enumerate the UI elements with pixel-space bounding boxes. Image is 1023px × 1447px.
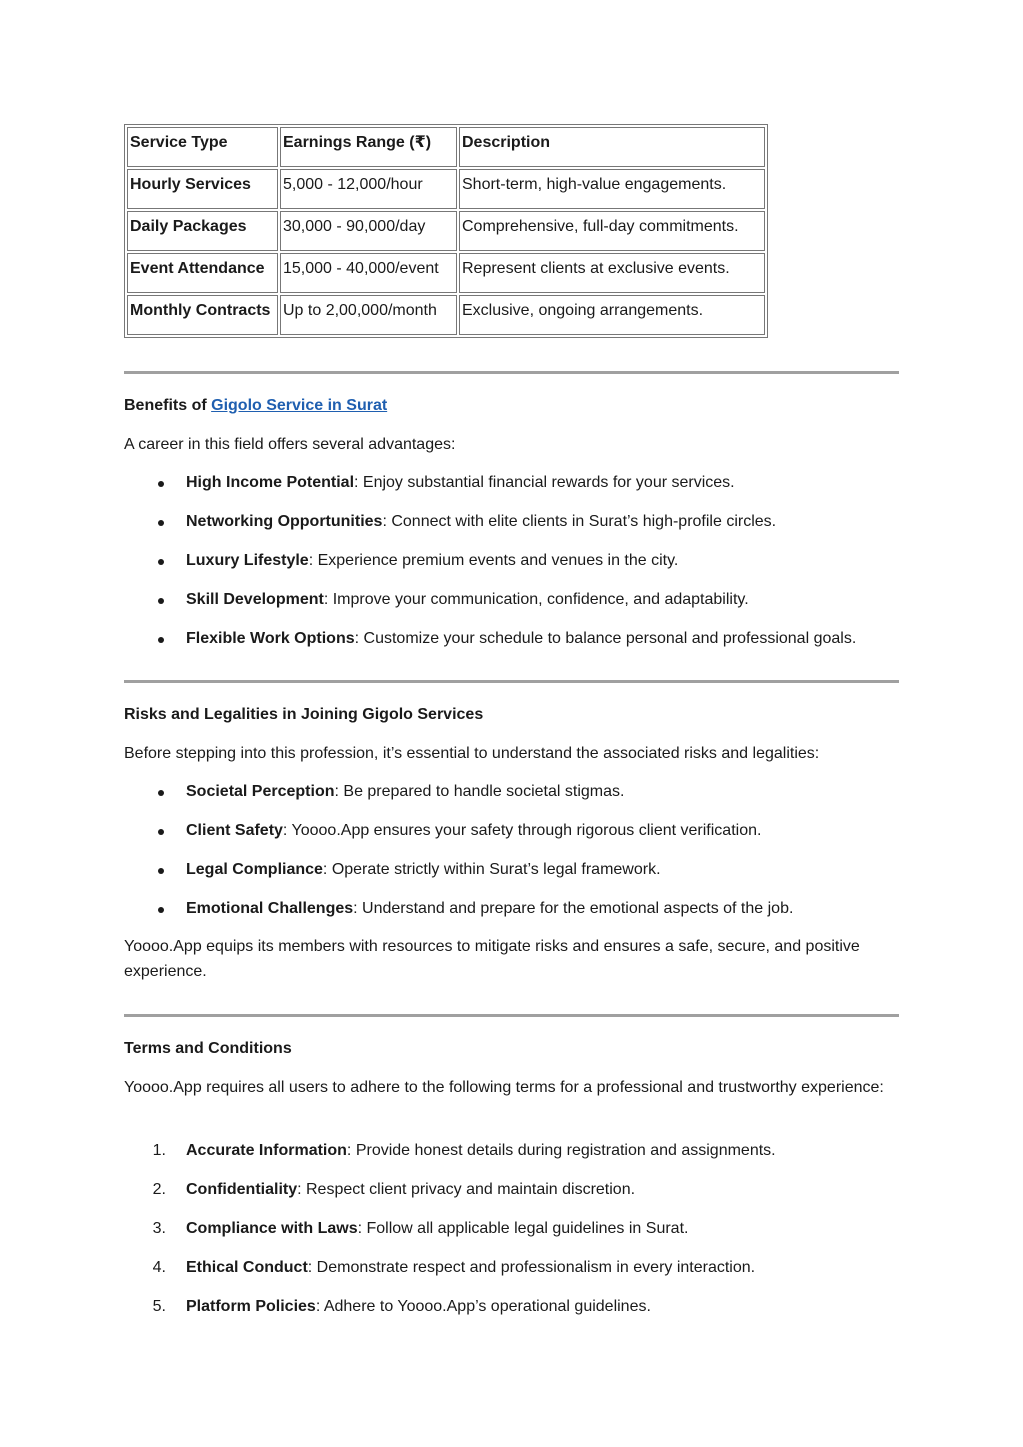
header-cell: Description bbox=[459, 127, 765, 167]
list-number: 5. bbox=[152, 1298, 166, 1315]
table-row bbox=[127, 169, 765, 209]
list-item: Societal Perception: Be prepared to handle societal stigmas. bbox=[186, 783, 625, 800]
list-item: Flexible Work Options: Customize your schedule to balance personal and professional goals. bbox=[186, 630, 857, 647]
list-number: 2. bbox=[152, 1181, 166, 1198]
list-item: Emotional Challenges: Understand and prepare for the emotional aspects of the job. bbox=[186, 900, 794, 917]
earnings-table bbox=[124, 124, 768, 338]
list-item: Legal Compliance: Operate strictly within Surat’s legal framework. bbox=[186, 861, 661, 878]
service-type-cell: Hourly Services bbox=[127, 169, 278, 209]
service-type-cell: Monthly Contracts bbox=[127, 295, 278, 335]
horizontal-rule bbox=[124, 680, 899, 683]
benefits-heading bbox=[124, 395, 387, 417]
list-item: Client Safety: Yoooo.App ensures your safety through rigorous client verification. bbox=[186, 822, 762, 839]
risks-heading: Risks and Legalities in Joining Gigolo Services bbox=[124, 706, 484, 723]
list-item: Skill Development: Improve your communication, confidence, and adaptability. bbox=[186, 591, 749, 608]
list-item: 5. Platform Policies: Adhere to Yoooo.App’s operational guidelines. bbox=[124, 1296, 776, 1335]
list-item: 4. Ethical Conduct: Demonstrate respect and professionalism in every interaction. bbox=[124, 1257, 776, 1296]
terms-intro: Yoooo.App requires all users to adhere to the following terms for a professional and trustworthy experience: bbox=[124, 1079, 884, 1096]
earnings-cell: Up to 2,00,000/month bbox=[280, 295, 457, 335]
benefits-list bbox=[124, 472, 856, 667]
description-cell: Comprehensive, full-day commitments. bbox=[459, 211, 765, 251]
earnings-cell: 5,000 - 12,000/hour bbox=[280, 169, 457, 209]
list-item: Luxury Lifestyle: Experience premium events and venues in the city. bbox=[186, 552, 679, 569]
list-item: High Income Potential: Enjoy substantial financial rewards for your services. bbox=[186, 474, 735, 491]
table-row bbox=[127, 253, 765, 293]
service-type-cell: Event Attendance bbox=[127, 253, 278, 293]
benefits-heading-text: Benefits of bbox=[124, 397, 212, 414]
service-type-cell: Daily Packages bbox=[127, 211, 278, 251]
earnings-cell: 15,000 - 40,000/event bbox=[280, 253, 457, 293]
description-cell: Short-term, high-value engagements. bbox=[459, 169, 765, 209]
risks-intro: Before stepping into this profession, it’s essential to understand the associated risks and legalities: bbox=[124, 745, 820, 762]
description-cell: Represent clients at exclusive events. bbox=[459, 253, 765, 293]
description-cell: Exclusive, ongoing arrangements. bbox=[459, 295, 765, 335]
list-number: 1. bbox=[152, 1142, 166, 1159]
header-cell: Service Type bbox=[127, 127, 278, 167]
gigolo-service-link[interactable]: Gigolo Service in Surat bbox=[211, 397, 388, 414]
list-item: Networking Opportunities: Connect with elite clients in Surat’s high-profile circles. bbox=[186, 513, 777, 530]
list-item: 2. Confidentiality: Respect client privacy and maintain discretion. bbox=[124, 1179, 776, 1218]
table-header-row bbox=[127, 127, 765, 167]
list-number: 4. bbox=[152, 1259, 166, 1276]
list-number: 3. bbox=[152, 1220, 166, 1237]
list-item: 3. Compliance with Laws: Follow all applicable legal guidelines in Surat. bbox=[124, 1218, 776, 1257]
horizontal-rule bbox=[124, 1014, 899, 1017]
list-item: 1. Accurate Information: Provide honest details during registration and assignments. bbox=[124, 1140, 776, 1179]
terms-heading: Terms and Conditions bbox=[124, 1040, 292, 1057]
earnings-cell: 30,000 - 90,000/day bbox=[280, 211, 457, 251]
benefits-intro: A career in this field offers several advantages: bbox=[124, 436, 456, 453]
table-row bbox=[127, 295, 765, 335]
risks-outro: Yoooo.App equips its members with resources to mitigate risks and ensures a safe, secure, and positive experience. bbox=[124, 938, 860, 980]
table-row bbox=[127, 211, 765, 251]
risks-list bbox=[124, 781, 793, 937]
header-cell: Earnings Range (₹) bbox=[280, 127, 457, 167]
horizontal-rule bbox=[124, 371, 899, 374]
terms-list bbox=[124, 1140, 776, 1335]
